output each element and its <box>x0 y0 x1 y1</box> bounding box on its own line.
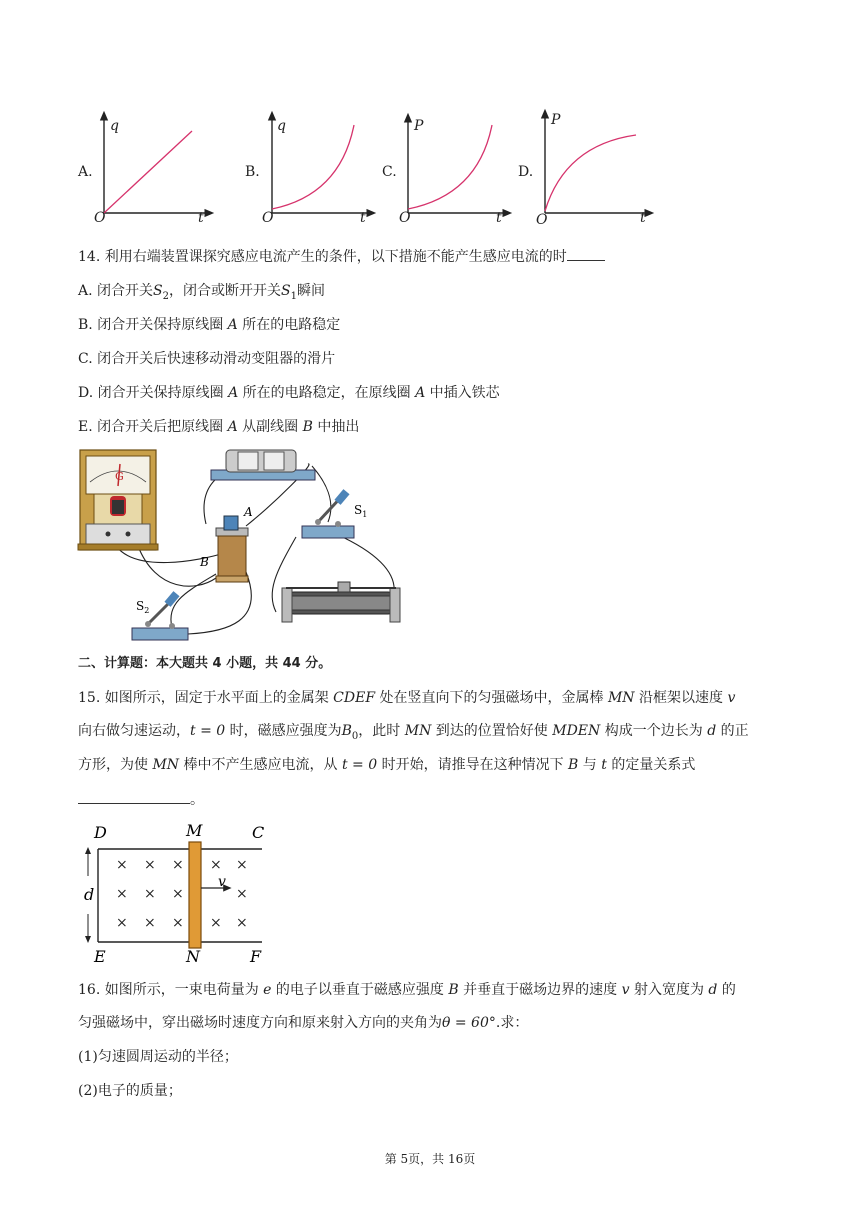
graph-c-label: C. <box>382 164 397 180</box>
graph-b-origin: O <box>262 210 274 226</box>
q16-part2: (2)电子的质量； <box>78 1083 182 1099</box>
coil-b-label: B <box>200 555 209 569</box>
q14-option-a: A. 闭合开关$S_2$，闭合或断开开关$S_1$瞬间 <box>78 283 325 302</box>
label-f: F <box>250 947 262 966</box>
rheostat <box>282 582 400 622</box>
graph-b-xaxis: t <box>360 210 366 226</box>
q14-option-c: C. 闭合开关后快速移动滑动变阻器的滑片 <box>78 351 336 367</box>
answer-blank <box>78 791 190 804</box>
graph-a <box>104 115 210 213</box>
svg-text:×: × <box>172 915 184 931</box>
q14-option-b: B. 闭合开关保持原线圈 A 所在的电路稳定 <box>78 317 341 333</box>
label-d: D <box>94 823 107 842</box>
q15-frame-figure <box>76 818 276 968</box>
svg-text:×: × <box>210 857 222 873</box>
switch-s1 <box>302 489 354 538</box>
switch2-label: $S_2$ <box>136 599 150 615</box>
svg-text:×: × <box>210 915 222 931</box>
graph-b-curve <box>272 125 354 209</box>
graph-a-label: A. <box>78 164 93 180</box>
svg-text:×: × <box>236 886 248 902</box>
label-width-d: d <box>84 885 95 904</box>
q16-part1: (1)匀速圆周运动的半径； <box>78 1049 238 1065</box>
q14-apparatus-figure <box>76 442 416 650</box>
q15-line3: 方形，为使 MN 棒中不产生感应电流，从 t = 0 时开始，请推导在这种情况下 B 与 t 的定量关系式 <box>78 757 696 773</box>
page-footer: 第 5页，共 16页 <box>384 1152 476 1166</box>
svg-text:×: × <box>236 915 248 931</box>
svg-text:×: × <box>116 915 128 931</box>
label-n: N <box>186 947 200 966</box>
graph-d <box>545 113 650 213</box>
q16-line1: 16. 如图所示，一束电荷量为 e 的电子以垂直于磁感应强度 B 并垂直于磁场边界的速度 v 射入宽度为 d 的 <box>78 982 736 998</box>
switch1-label: $S_1$ <box>354 503 368 519</box>
q16-line2: 匀强磁场中，穿出磁场时速度方向和原来射入方向的夹角为θ = 60°.求： <box>78 1015 529 1031</box>
graph-c-origin: O <box>399 210 411 226</box>
label-m: M <box>186 821 203 840</box>
graph-a-xaxis: t <box>198 210 204 226</box>
label-e: E <box>94 947 106 966</box>
graph-c-yaxis: P <box>414 118 424 134</box>
gauge-label: G <box>115 470 124 483</box>
graph-d-yaxis: P <box>551 112 561 128</box>
graph-d-label: D. <box>518 164 534 180</box>
svg-text:×: × <box>172 886 184 902</box>
section-heading: 二、计算题：本大题共 4 小题，共 44 分。 <box>78 656 332 671</box>
q14-option-e: E. 闭合开关后把原线圈 A 从副线圈 B 中抽出 <box>78 419 360 435</box>
svg-text:×: × <box>116 857 128 873</box>
graph-row <box>0 105 860 235</box>
graph-b-yaxis: q <box>277 118 286 134</box>
q15-line2: 向右做匀速运动，t = 0 时，磁感应强度为$B_0$，此时 MN 到达的位置恰好使 MDEN 构成一个边长为 d 的正 <box>78 723 749 742</box>
galvanometer <box>78 450 158 550</box>
svg-text:×: × <box>172 857 184 873</box>
svg-text:×: × <box>144 857 156 873</box>
q15-line1: 15. 如图所示，固定于水平面上的金属架 CDEF 处在竖直向下的匀强磁场中，金属棒 MN 沿框架以速度 v <box>78 690 736 706</box>
svg-text:×: × <box>144 886 156 902</box>
coil-assembly <box>216 516 248 582</box>
q14-option-d: D. 闭合开关保持原线圈 A 所在的电路稳定，在原线圈 A 中插入铁芯 <box>78 385 500 401</box>
top-solenoid <box>211 450 315 480</box>
field-crosses <box>116 857 248 931</box>
graph-b <box>272 115 372 213</box>
coil-a-label: A <box>244 505 253 519</box>
graph-b-label: B. <box>245 164 260 180</box>
graph-d-curve <box>545 135 636 211</box>
svg-text:×: × <box>116 886 128 902</box>
label-c: C <box>252 823 265 842</box>
graph-a-curve <box>104 131 192 213</box>
graph-d-origin: O <box>536 212 548 228</box>
graph-c-curve <box>408 125 492 209</box>
svg-text:×: × <box>144 915 156 931</box>
graph-a-yaxis: q <box>110 118 119 134</box>
graph-a-origin: O <box>94 210 106 226</box>
metal-rod <box>189 842 201 948</box>
graph-d-xaxis: t <box>640 210 646 226</box>
graph-c-xaxis: t <box>496 210 502 226</box>
q14-stem: 14. 利用右端装置课探究感应电流产生的条件，以下措施不能产生感应电流的时 <box>78 247 605 267</box>
label-v: v <box>218 874 226 890</box>
q15-line4: 。 <box>78 790 204 810</box>
graphs-svg <box>0 105 860 235</box>
svg-text:×: × <box>236 857 248 873</box>
